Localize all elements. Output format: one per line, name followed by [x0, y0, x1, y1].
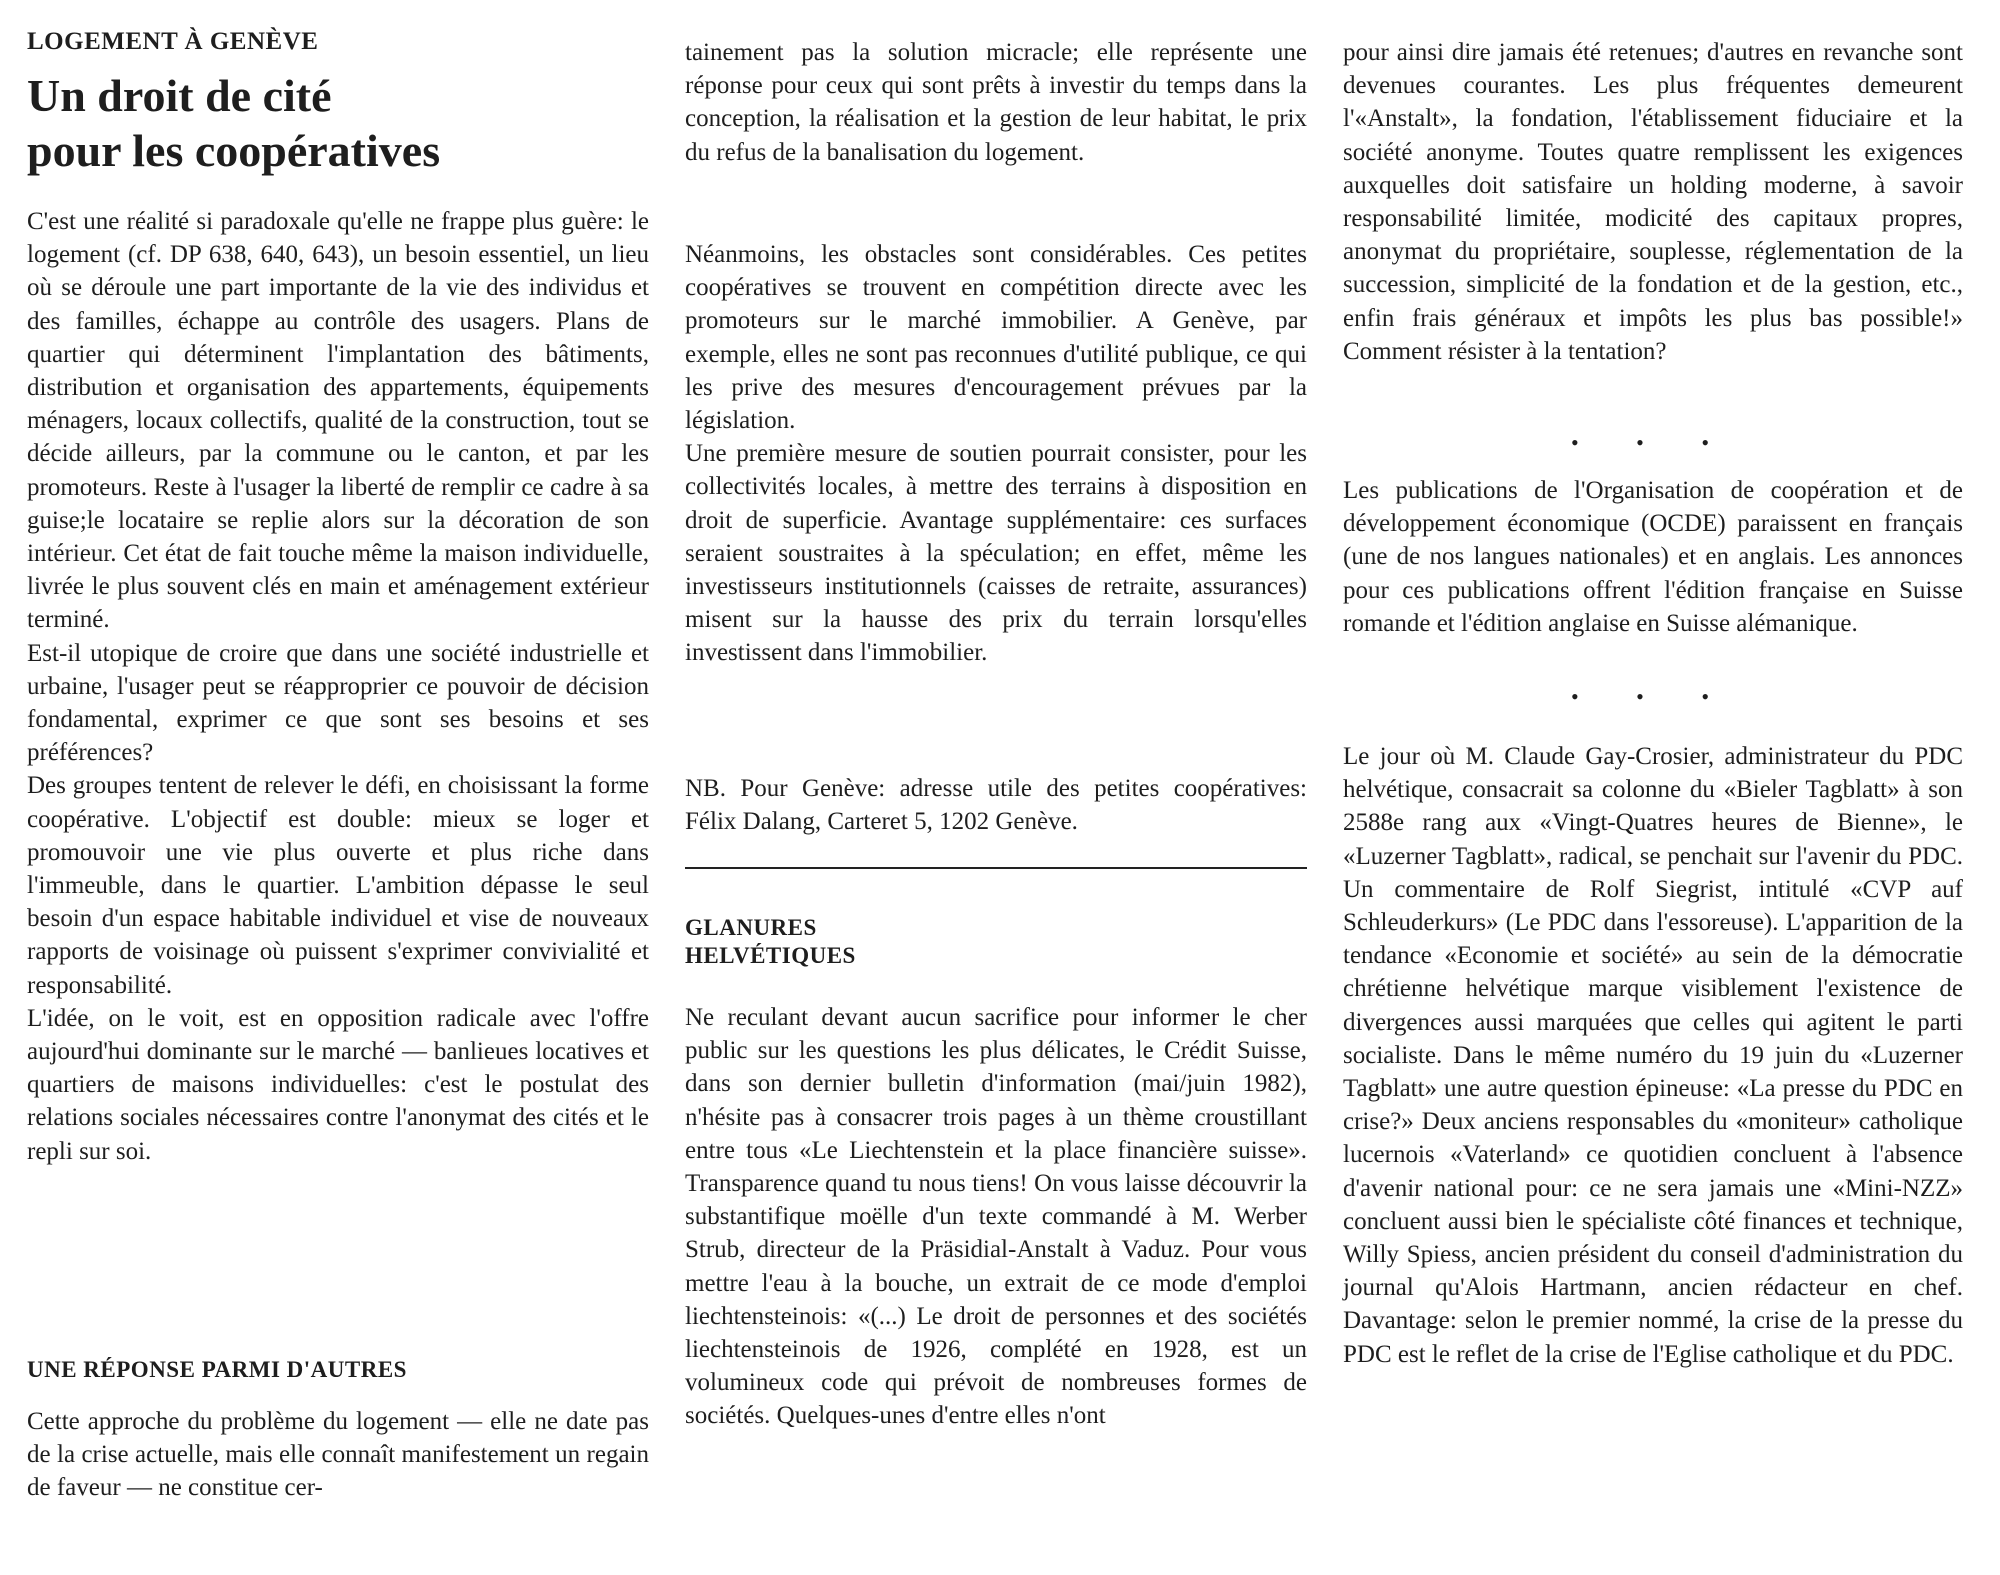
article-body-1	[27, 205, 649, 1168]
paragraph: C'est une réalité si paradoxale qu'elle ne frappe plus guère: le logement (cf. DP 638, 640, 643), un besoin essentiel, un lieu où se déroule une part importante de la vie des individus et des familles, échappe au contrôle des usagers. Plans de quartier qui déterminent l'implantation des bâtiments, distribution et organisation des appartements, équipements ménagers, locaux collectifs, qualité de la construction, tout se décide ailleurs, par la commune ou le canton, et par les promoteurs. Reste à l'usager la liberté de remplir ce cadre à sa guise;le locataire se replie alors sur la décoration de son intérieur. Cet état de fait touche même la maison individuelle, livrée le plus souvent clés en main et aménagement extérieur terminé.	[27, 208, 649, 634]
section-heading: UNE RÉPONSE PARMI D'AUTRES	[27, 1357, 407, 1382]
paragraph: L'idée, on le voit, est en opposition radicale avec l'offre aujourd'hui dominante sur le marché — banlieues locatives et quartiers de maisons individuelles: c'est le postulat des relations sociales nécessaires contre l'anonymat des cités et le repli sur soi.	[27, 1004, 649, 1165]
article-body-3	[685, 36, 1307, 169]
article-body-7	[1343, 474, 1963, 640]
paragraph: Les publications de l'Organisation de coopération et de développement économique (OCDE) paraissent en français (une de nos langues nationales) et en anglais. Les annonces pour ces publications offrent l'édition française en Suisse romande et l'édition anglaise en Suisse alémanique.	[1343, 477, 1963, 637]
paragraph: Une première mesure de soutien pourrait consister, pour les collectivités locales, à mettre des terrains à disposition en droit de superficie. Avantage supplémentaire: ces surfaces seraient soustraites à la spéculation; en effet, même les investisseurs institutionnels (caisses de retraite, assurances) misent sur la hausse des prix du terrain lorsqu'elles investissent dans l'immobilier.	[685, 440, 1307, 667]
article-body-5	[685, 1001, 1307, 1433]
article-title	[27, 68, 440, 178]
paragraph: Cette approche du problème du logement — elle ne date pas de la crise actuelle, mais elle connaît manifestement un regain de faveur — ne constitue cer-	[27, 1408, 649, 1502]
note-block	[685, 772, 1307, 838]
paragraph: Des groupes tentent de relever le défi, en choisissant la forme coopérative. L'objectif est double: mieux se loger et promouvoir une vie plus ouverte et plus riche dans l'immeuble, dans le quartier. L'ambition dépasse le seul besoin d'un espace habitable individuel et vise de nouveaux rapports de voisinage où puissent s'exprimer convivialité et responsabilité.	[27, 772, 649, 999]
divider-rule	[685, 867, 1307, 869]
article-body-4	[685, 238, 1307, 670]
paragraph: pour ainsi dire jamais été retenues; d'autres en revanche sont devenues courantes. Les plus fréquentes demeurent l'«Anstalt», la fondation, l'établissement fiduciaire et la société anonyme. Toutes quatre remplissent les exigences auxquelles doit satisfaire un holding moderne, à savoir responsabilité limitée, modicité des capitaux propres, anonymat du propriétaire, souplesse, réglementation de la succession, simplicité de la fondation et de la gestion, etc., enfin frais généraux et impôts les plus bas possible!» Comment résister à la tentation?	[1343, 39, 1963, 365]
paragraph: tainement pas la solution micracle; elle représente une réponse pour ceux qui sont prêts à investir du temps dans la conception, la réalisation et la gestion de leur habitat, le prix du refus de la banalisation du logement.	[685, 39, 1307, 166]
article-body-8	[1343, 740, 1963, 1371]
section-heading	[685, 914, 856, 970]
article-body-2	[27, 1405, 649, 1505]
title-line-2: pour les coopératives	[27, 125, 441, 176]
paragraph: Néanmoins, les obstacles sont considérables. Ces petites coopératives se trouvent en compétition directe avec les promoteurs sur le marché immobilier. A Genève, par exemple, elles ne sont pas reconnues d'utilité publique, ce qui les prive des mesures d'encouragement prévues par la législation.	[685, 241, 1307, 435]
paragraph: Ne reculant devant aucun sacrifice pour informer le cher public sur les questions les plus délicates, le Crédit Suisse, dans son dernier bulletin d'information (mai/juin 1982), n'hésite pas à consacrer trois pages à un thème croustillant entre tous «Le Liechtenstein et la place financière suisse». Transparence quand tu nous tiens! On vous laisse découvrir la substantifique moëlle d'un texte commandé à M. Werber Strub, directeur de la Präsidial-Anstalt à Vaduz. Pour vous mettre l'eau à la bouche, un extrait de ce mode d'emploi liechtensteinois: «(...) Le droit de personnes et des sociétés liechtensteinois de 1926, complété en 1928, est un volumineux code qui prévoit de nombreuses formes de sociétés. Quelques-unes d'entre elles n'ont	[685, 1004, 1307, 1430]
separator-dots: • • •	[1570, 684, 1736, 709]
article-kicker: LOGEMENT À GENÈVE	[27, 28, 319, 55]
paragraph: Le jour où M. Claude Gay-Crosier, administrateur du PDC helvétique, consacrait sa colonne du «Bieler Tagblatt» à son 2588e rang aux «Vingt-Quatres heures de Bienne», le «Luzerner Tagblatt», radical, se penchait sur l'avenir du PDC. Un commentaire de Rolf Siegrist, intitulé «CVP auf Schleuderkurs» (Le PDC dans l'essoreuse). L'apparition de la tendance «Economie et société» au sein de la démocratie chrétienne helvétique marque visiblement l'existence de divergences aussi marquées que celles qui agitent le parti socialiste. Dans le même numéro du 19 juin du «Luzerner Tagblatt» une autre question épineuse: «La presse du PDC en crise?» Deux anciens responsables du «moniteur» catholique lucernois «Vaterland» ce quotidien concluent à l'absence d'avenir national pour: ce ne sera jamais une «Mini-NZZ» concluent aussi bien le spécialiste côté finances et technique, Willy Spiess, ancien président du conseil d'administration du journal qu'Alois Hartmann, ancien rédacteur en chef. Davantage: selon le premier nommé, la crise de la presse du PDC est le reflet de la crise de l'Eglise catholique et du PDC.	[1343, 743, 1963, 1368]
note-paragraph: NB. Pour Genève: adresse utile des petites coopératives: Félix Dalang, Carteret 5, 1202 Genève.	[685, 775, 1307, 836]
title-line-1: Un droit de cité	[27, 70, 332, 121]
article-body-6	[1343, 36, 1963, 368]
paragraph: Est-il utopique de croire que dans une société industrielle et urbaine, l'usager peut se réapproprier ce pouvoir de décision fondamental, exprimer ce que sont ses besoins et ses préférences?	[27, 639, 649, 767]
heading-line-2: HELVÉTIQUES	[685, 943, 856, 968]
heading-line-1: GLANURES	[685, 915, 817, 940]
separator-dots: • • •	[1570, 430, 1736, 455]
